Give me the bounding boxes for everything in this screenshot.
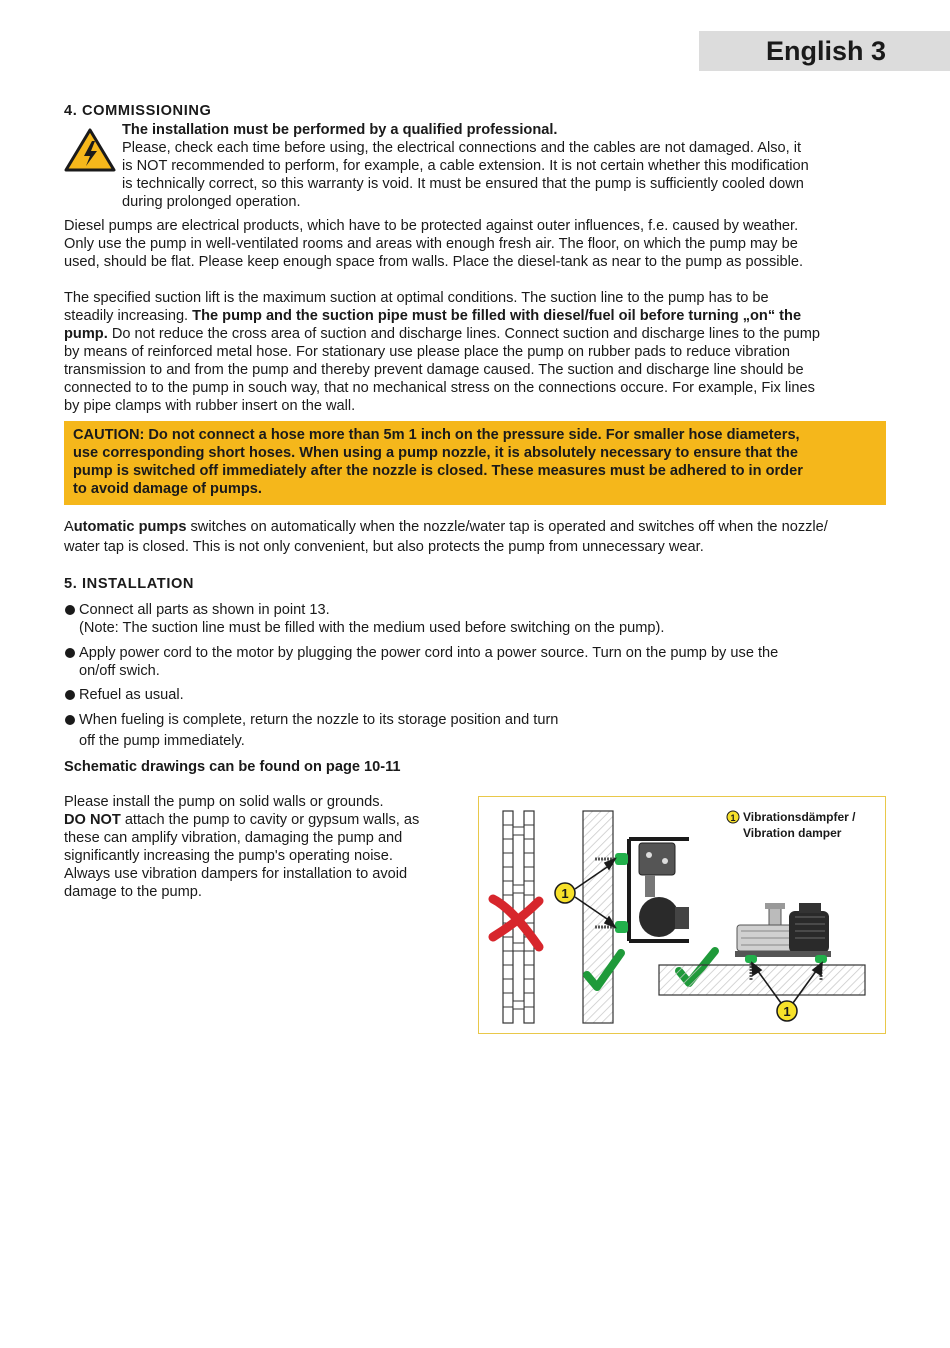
caution-line-1: CAUTION: Do not connect a hose more than 5m 1 inch on the pressure side. For smaller hose diameters,	[73, 427, 800, 443]
warning-bold-line: The installation must be performed by a qualified professional.	[122, 122, 558, 138]
vibration-damper-figure	[478, 796, 886, 1034]
wall-text-line-2	[64, 811, 419, 829]
section-heading-installation: 5. INSTALLATION	[64, 576, 195, 592]
floor-icon	[659, 965, 865, 995]
bullet-1-line-2: (Note: The suction line must be filled with the medium used before switching on the pump).	[79, 620, 665, 636]
list-item	[64, 601, 664, 637]
wall-text-do-not: DO NOT	[64, 812, 121, 828]
automatic-lead-normal: A	[64, 519, 74, 535]
suction-paragraph-line-3	[64, 325, 820, 343]
suction-line-3-normal: Do not reduce the cross area of suction and discharge lines. Connect suction and discharge lines to the pump	[107, 326, 821, 342]
page-header-tab	[699, 31, 950, 71]
installation-illustration	[479, 797, 887, 1035]
wall-text-line-1: Please install the pump on solid walls or grounds.	[64, 794, 384, 810]
section-heading-commissioning: 4. COMMISSIONING	[64, 103, 212, 119]
bullet-2-line-1: Apply power cord to the motor by plugging the power cord into a power source. Turn on the pump by use the	[79, 645, 779, 661]
suction-paragraph-line-5: transmission to and from the pump and thereby prevent damage caused. The suction and discharge line should be	[64, 362, 804, 378]
suction-paragraph-line-2	[64, 307, 801, 325]
schematic-note: Schematic drawings can be found on page 10-11	[64, 759, 401, 775]
bullet-1-line-1: Connect all parts as shown in point 13.	[79, 602, 330, 618]
bullet-dot-icon	[65, 605, 75, 615]
bullet-dot-icon	[65, 715, 75, 725]
automatic-pumps-line-2: water tap is closed. This is not only convenient, but also protects the pump from unnecessary wear.	[64, 539, 704, 555]
legend-line-2: Vibration damper	[743, 826, 842, 840]
warning-text-line-2: is NOT recommended to perform, for example, a cable extension. It is not certain whether this modification	[122, 158, 809, 174]
bullet-2-line-2: on/off swich.	[79, 663, 160, 679]
automatic-pumps-line-1	[64, 518, 828, 536]
list-item	[64, 686, 184, 704]
diesel-paragraph-line-3: used, should be flat. Please keep enough space from walls. Place the diesel-tank as near to the pump as possible.	[64, 254, 804, 270]
page-header-title: English 3	[766, 36, 887, 66]
warning-text-line-1: Please, check each time before using, the electrical connections and the cables are not damaged. Also, it	[122, 140, 802, 156]
wall-text-line-6: damage to the pump.	[64, 884, 202, 900]
list-item	[64, 711, 558, 750]
callout-number-wall: 1	[561, 886, 569, 901]
suction-paragraph-line-4: by means of reinforced metal hose. For stationary use please place the pump on rubber pads to reduce vibration	[64, 344, 791, 360]
caution-line-3: pump is switched off immediately after the nozzle is closed. These measures must be adhered to in order	[73, 463, 803, 479]
caution-box	[64, 421, 886, 505]
diesel-paragraph-line-2: Only use the pump in well-ventilated rooms and areas with enough fresh air. The floor, on which the pump may be	[64, 236, 798, 252]
callout-number-floor: 1	[783, 1004, 791, 1019]
warning-text-line-4: during prolonged operation.	[122, 194, 301, 210]
bullet-dot-icon	[65, 648, 75, 658]
wall-text-line-2-rest: attach the pump to cavity or gypsum walls, as	[120, 812, 420, 828]
suction-line-3-bold: pump.	[64, 326, 108, 342]
suction-paragraph-line-6: connected to to the pump in souch way, that no mechanical stress on the connections occure. For example, Fix lines	[64, 380, 815, 396]
automatic-lead-bold: utomatic pumps	[73, 519, 187, 535]
list-item	[64, 644, 778, 680]
bullet-3-line-1: Refuel as usual.	[79, 687, 184, 703]
diesel-paragraph-line-1: Diesel pumps are electrical products, which have to be protected against outer influences, f.e. caused by weather.	[64, 218, 799, 234]
wall-text-line-4: significantly increasing the pump's operating noise.	[64, 848, 393, 864]
legend-line-1: Vibrationsdämpfer /	[743, 810, 856, 824]
suction-paragraph-line-1: The specified suction lift is the maximum suction at optimal conditions. The suction line to the pump has to be	[64, 290, 769, 306]
floor-mounted-pump-icon	[735, 903, 831, 957]
suction-line-2-normal: steadily increasing.	[64, 308, 193, 324]
wall-text-line-5: Always use vibration dampers for installation to avoid	[64, 866, 408, 882]
automatic-rest: switches on automatically when the nozzle/water tap is operated and switches off when the nozzle/	[186, 519, 828, 535]
legend-number: 1	[730, 813, 736, 823]
suction-paragraph-line-7: by pipe clamps with rubber insert on the wall.	[64, 398, 356, 414]
warning-text-line-3: is technically correct, so this warranty is void. It must be ensured that the pump is sufficiently cooled down	[122, 176, 804, 192]
suction-line-2-bold: The pump and the suction pipe must be filled with diesel/fuel oil before turning „on“ the	[192, 308, 802, 324]
caution-line-4: to avoid damage of pumps.	[73, 481, 262, 497]
electrical-warning-icon	[64, 128, 116, 172]
caution-line-2: use corresponding short hoses. When using a pump nozzle, it is absolutely necessary to ensure that the	[73, 445, 798, 461]
wall-mounted-pump-icon	[629, 839, 689, 941]
bullet-4-line-2: off the pump immediately.	[79, 733, 245, 749]
wall-text-line-3: these can amplify vibration, damaging the pump and	[64, 830, 403, 846]
bullet-4-line-1: When fueling is complete, return the nozzle to its storage position and turn	[79, 712, 559, 728]
bullet-dot-icon	[65, 690, 75, 700]
